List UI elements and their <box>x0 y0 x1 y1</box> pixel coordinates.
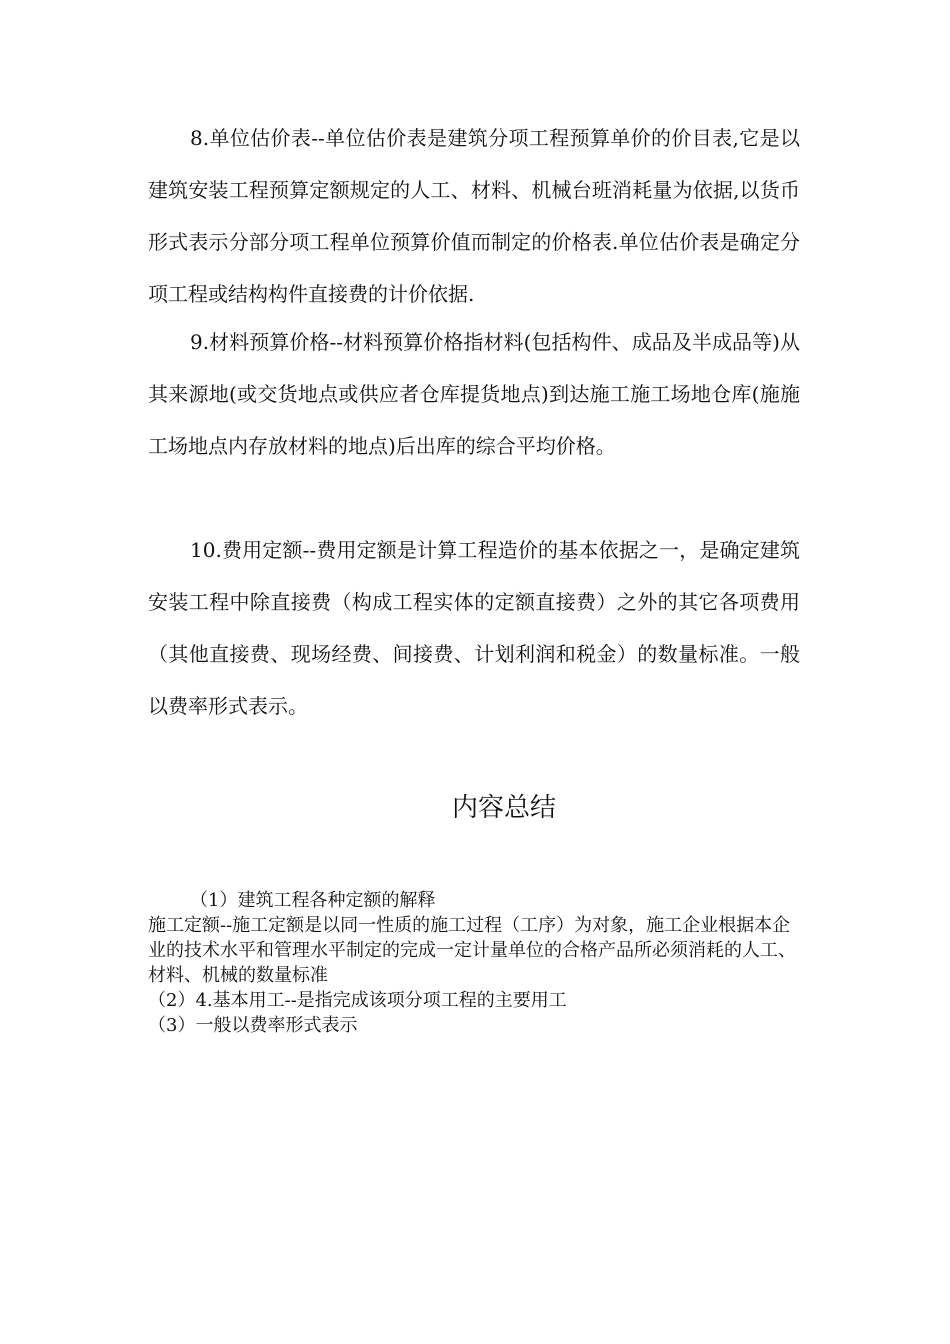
paragraph-unit-price-table: 8.单位估价表--单位估价表是建筑分项工程预算单价的价目表,它是以建筑安装工程预算定额规定的人工、材料、机械台班消耗量为依据,以货币形式表示分部分项工程单位预算价值而制定的价格表.单位估价表是确定分项工程或结构构件直接费的计价依据. <box>148 126 800 306</box>
paragraph-material-price: 9.材料预算价格--材料预算价格指材料(包括构件、成品及半成品等)从其来源地(或交货地点或供应者仓库提货地点)到达施工施工场地仓库(施施工场地点内存放材料的地点)后出库的综合平均价格。 <box>148 330 800 458</box>
summary-item-1-body: 施工定额--施工定额是以同一性质的施工过程（工序）为对象，施工企业根据本企业的技术水平和管理水平制定的完成一定计量单位的合格产品所必须消耗的人工、材料、机械的数量标准 <box>148 915 796 986</box>
paragraph-fee-quota: 10.费用定额--费用定额是计算工程造价的基本依据之一，是确定建筑安装工程中除直接费（构成工程实体的定额直接费）之外的其它各项费用（其他直接费、现场经费、间接费、计划利润和税金）的数量标准。一般以费率形式表示。 <box>148 538 800 718</box>
summary-item-1-heading: （1）建筑工程各种定额的解释 <box>190 890 436 911</box>
summary-title: 内容总结 <box>451 793 556 823</box>
summary-item-2: （2）4.基本用工--是指完成该项分项工程的主要用工 <box>148 990 567 1011</box>
summary-item-3: （3）一般以费率形式表示 <box>148 1015 358 1036</box>
summary-section <box>148 888 800 1038</box>
